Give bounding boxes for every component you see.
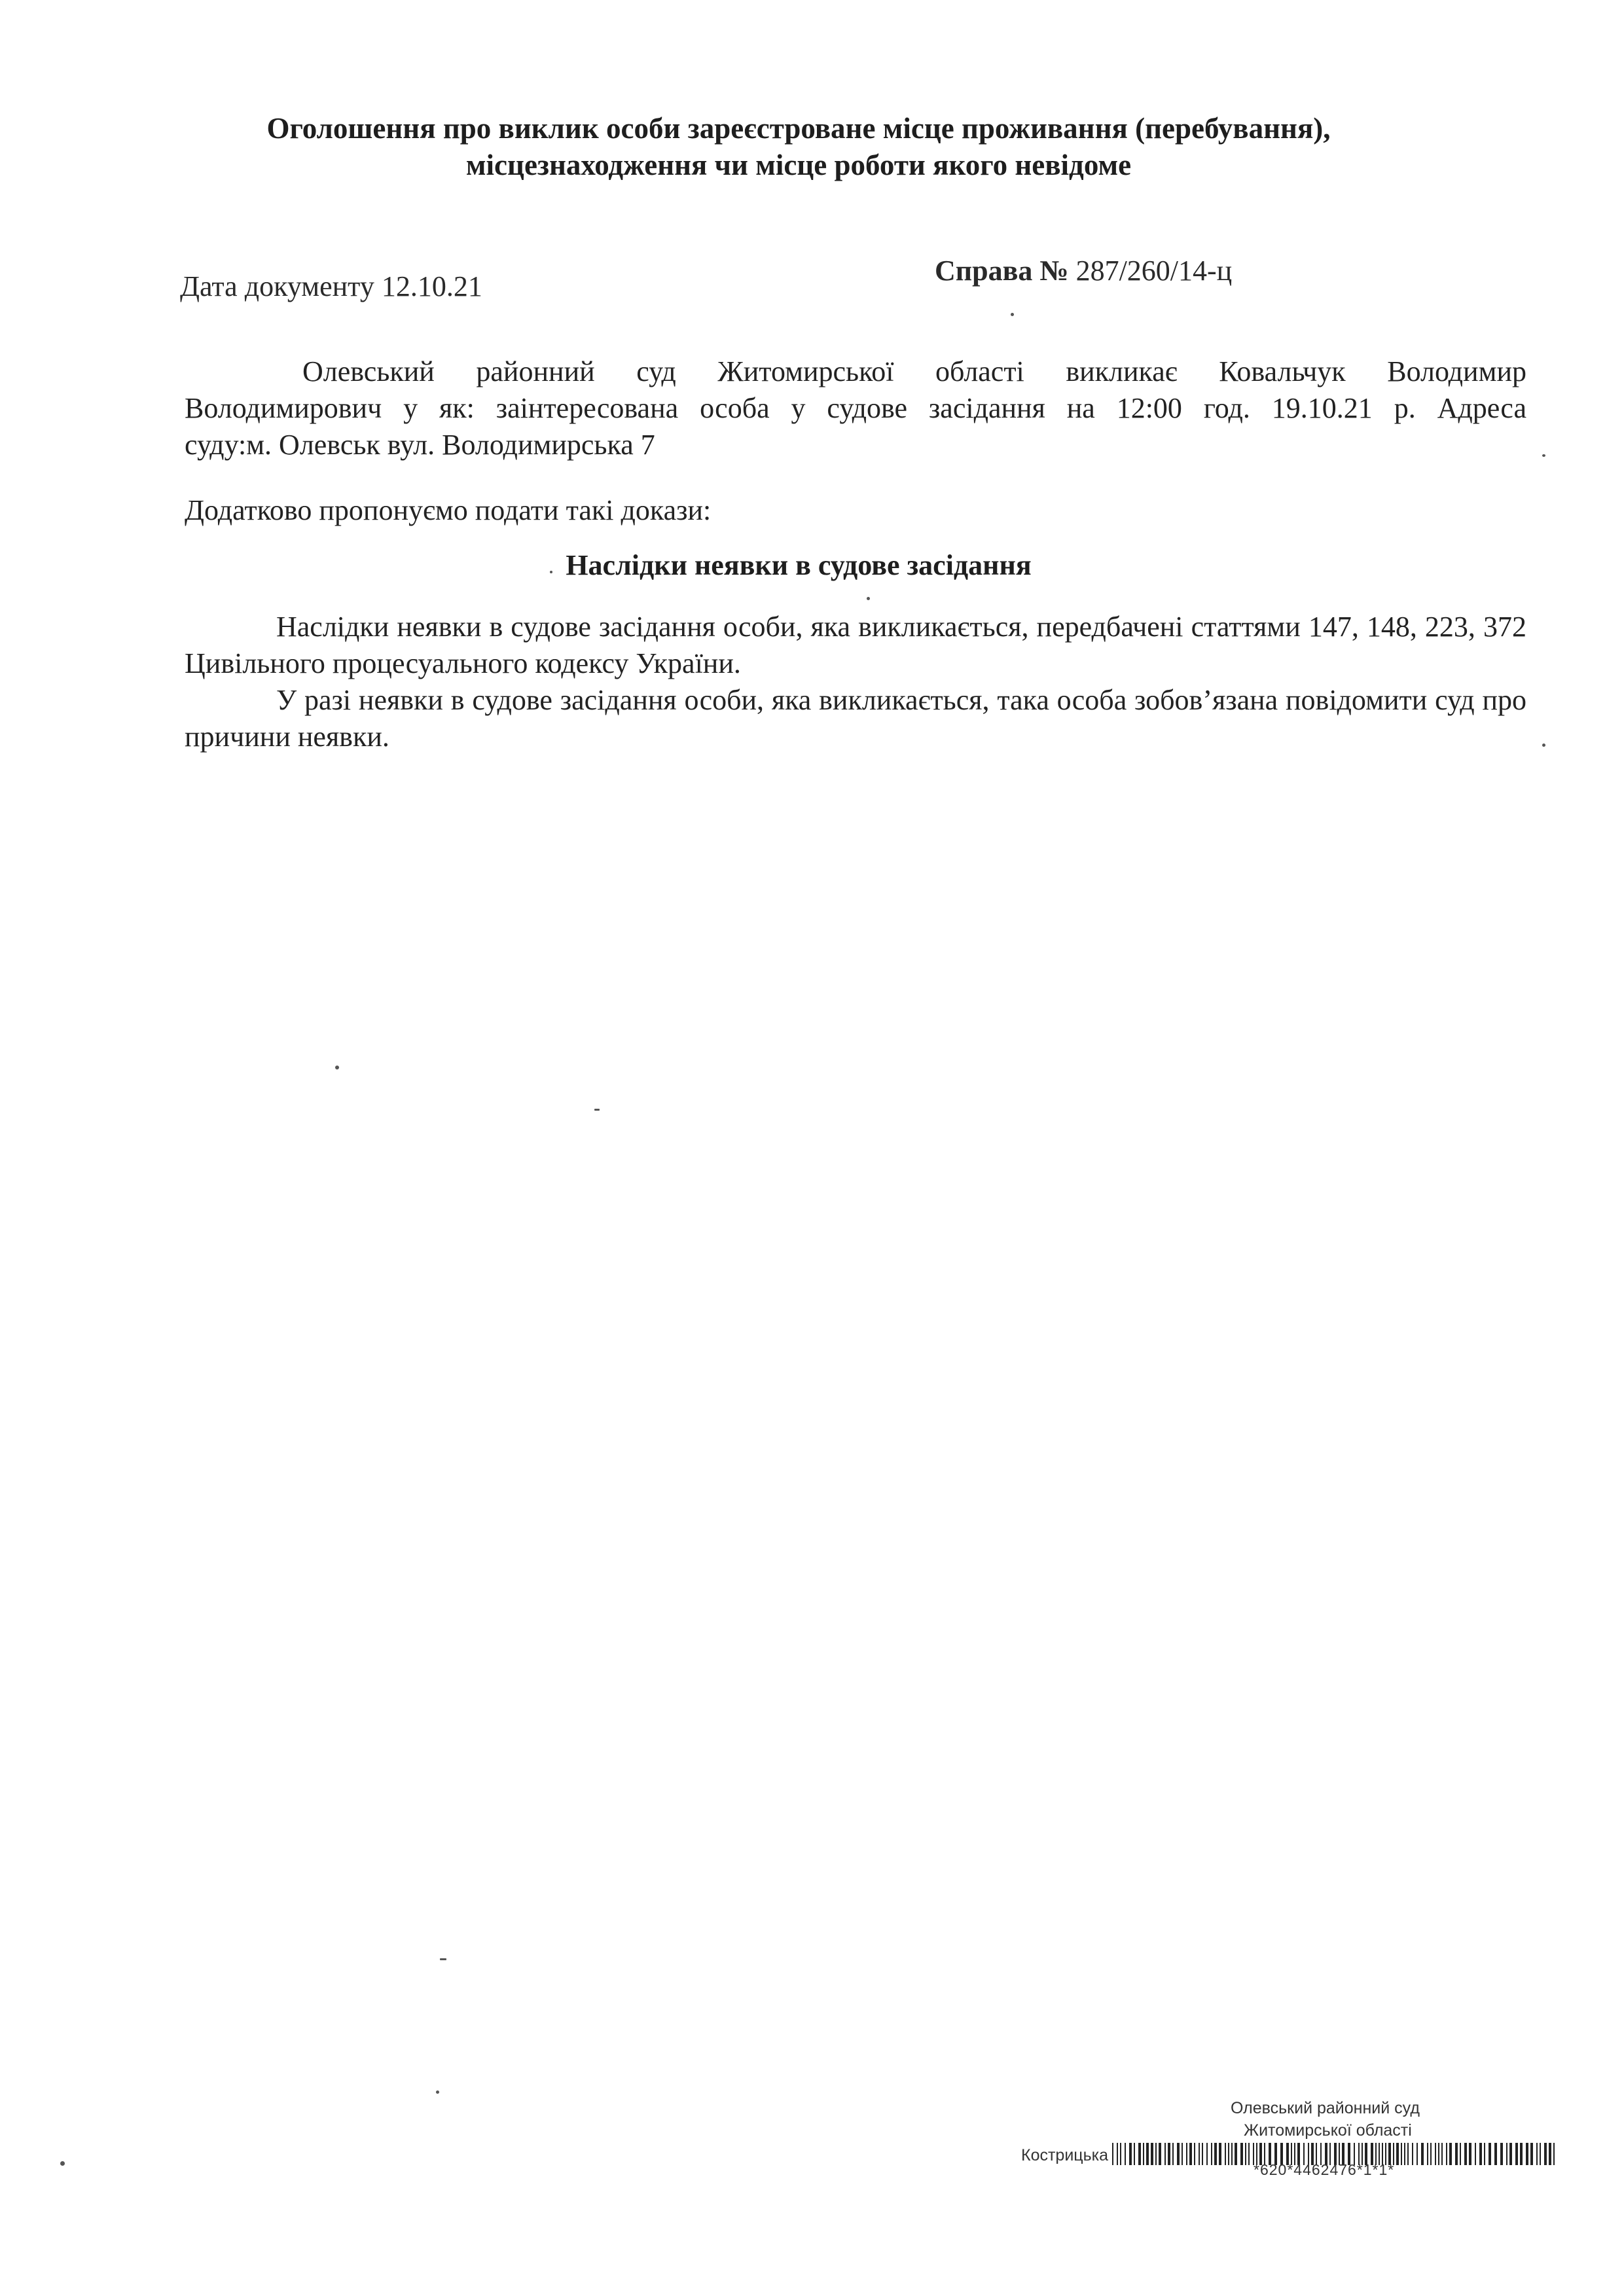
barcode-bar xyxy=(1430,2143,1432,2165)
barcode-bar xyxy=(1500,2143,1503,2165)
notice-title-line-2: місцезнаходження чи місце роботи якого невідоме xyxy=(465,149,1132,181)
scan-speck xyxy=(550,571,552,573)
barcode-bar xyxy=(1421,2143,1424,2165)
barcode-bar xyxy=(1438,2143,1439,2165)
case-number xyxy=(935,254,1232,287)
barcode-bar xyxy=(1146,2143,1149,2165)
barcode-bar xyxy=(1214,2143,1217,2165)
barcode-bar xyxy=(1117,2143,1118,2165)
barcode-bar xyxy=(1182,2143,1183,2165)
barcode-bar xyxy=(1396,2143,1399,2165)
barcode-bar xyxy=(1464,2143,1467,2165)
consequences-heading: Наслідки неявки в судове засідання xyxy=(566,549,1032,581)
barcode-bar xyxy=(1138,2143,1141,2165)
barcode-bar xyxy=(1460,2143,1461,2165)
barcode-bar xyxy=(1211,2143,1212,2165)
barcode-bar xyxy=(1536,2143,1538,2165)
evidence-line: Додатково пропонуємо подати такі докази: xyxy=(185,494,712,526)
consequences-section xyxy=(185,609,1526,755)
barcode-bar xyxy=(1240,2143,1243,2165)
scan-speck xyxy=(1542,454,1545,457)
barcode-bar xyxy=(1202,2143,1203,2165)
barcode-bar xyxy=(1449,2143,1452,2165)
scan-speck xyxy=(436,2090,439,2094)
barcode-bar xyxy=(1164,2143,1166,2165)
barcode-bar xyxy=(1143,2143,1144,2165)
barcode-bar xyxy=(1526,2143,1528,2165)
barcode-bar xyxy=(1151,2143,1153,2165)
barcode-bar xyxy=(1401,2143,1402,2165)
barcode-bar xyxy=(1404,2143,1405,2165)
barcode-bar xyxy=(1407,2143,1409,2165)
barcode-bar xyxy=(1172,2143,1174,2165)
barcode-bar xyxy=(1540,2143,1541,2165)
barcode-bar xyxy=(1553,2143,1555,2165)
scan-speck xyxy=(1542,744,1545,747)
document-date-value: 12.10.21 xyxy=(381,270,482,302)
barcode-bar xyxy=(1231,2143,1233,2165)
stamp-region: Житомирської області xyxy=(1244,2121,1412,2140)
clerk-name: Кострицька xyxy=(1021,2146,1109,2164)
barcode-bar xyxy=(1194,2143,1195,2165)
summons-paragraph xyxy=(185,353,1526,463)
barcode-bar xyxy=(1509,2143,1512,2165)
barcode-bar xyxy=(1412,2143,1413,2165)
barcode-bar xyxy=(1446,2143,1447,2165)
barcode-bar xyxy=(1475,2143,1476,2165)
barcode-bar xyxy=(1125,2143,1126,2165)
consequences-paragraph-1: Наслідки неявки в судове засідання особи, яка викликається, передбачені статтями 147, 148, 223, 372 Цивільного процесуального кодексу України. xyxy=(185,611,1526,679)
scan-speck xyxy=(440,1958,446,1960)
barcode-bar xyxy=(1489,2143,1491,2165)
barcode-bar xyxy=(1189,2143,1192,2165)
barcode-bar xyxy=(1206,2143,1208,2165)
case-number-label: Справа № xyxy=(935,255,1069,287)
barcode-bar xyxy=(1129,2143,1132,2165)
barcode-bar xyxy=(1228,2143,1229,2165)
barcode-bar xyxy=(1186,2143,1187,2165)
document-date-label: Дата документу xyxy=(180,270,374,302)
barcode-bar xyxy=(1530,2143,1533,2165)
summons-line-1 xyxy=(185,353,1526,390)
barcode-bar xyxy=(1515,2143,1518,2165)
scan-speck xyxy=(594,1109,600,1111)
barcode-bar xyxy=(1134,2143,1135,2165)
barcode-bar xyxy=(1219,2143,1221,2165)
scan-speck xyxy=(1011,313,1014,316)
barcode-bar xyxy=(1484,2143,1485,2165)
barcode-bar xyxy=(1248,2143,1250,2165)
scan-speck xyxy=(335,1066,339,1069)
barcode-bar xyxy=(1479,2143,1482,2165)
barcode-bar xyxy=(1245,2143,1246,2165)
barcode-bar xyxy=(1441,2143,1443,2165)
case-number-value: 287/260/14-ц xyxy=(1075,255,1233,287)
barcode-bar xyxy=(1199,2143,1200,2165)
barcode-number: *620*4462476*1*1* xyxy=(1254,2161,1395,2178)
barcode-bar xyxy=(1455,2143,1458,2165)
summons-line-1-text: Олевський районний суд Житомирської області викликає Ковальчук Володимир xyxy=(302,355,1526,387)
barcode-bar xyxy=(1168,2143,1170,2165)
scan-speck xyxy=(867,597,870,600)
barcode-bar xyxy=(1416,2143,1418,2165)
document-date xyxy=(180,270,482,303)
stamp-court-name: Олевський районний суд xyxy=(1231,2099,1420,2117)
notice-title-line-1: Оголошення про виклик особи зареєстроване місце проживання (перебування), xyxy=(266,112,1331,145)
barcode-bar xyxy=(1235,2143,1237,2165)
barcode-bar xyxy=(1177,2143,1180,2165)
summons-line-2: Володимирович у як: заінтересована особа у судове засідання на 12:00 год. 19.10.21 р. Адреса xyxy=(185,392,1526,424)
barcode-bar xyxy=(1427,2143,1428,2165)
barcode-bar xyxy=(1435,2143,1436,2165)
consequences-paragraph-2: У разі неявки в судове засідання особи, яка викликається, така особа зобов’язана повідомити суд про причини неявки. xyxy=(185,684,1526,753)
barcode-bar xyxy=(1225,2143,1226,2165)
barcode-bar xyxy=(1112,2143,1113,2165)
barcode-bar xyxy=(1159,2143,1161,2165)
barcode-bar xyxy=(1120,2143,1121,2165)
summons-line-3: суду:м. Олевськ вул. Володимирська 7 xyxy=(185,429,655,461)
barcode-bar xyxy=(1506,2143,1507,2165)
barcode-bar xyxy=(1520,2143,1523,2165)
barcode-bar xyxy=(1469,2143,1471,2165)
barcode-bar xyxy=(1155,2143,1157,2165)
barcode-bar xyxy=(1549,2143,1551,2165)
barcode-bar xyxy=(1544,2143,1547,2165)
barcode-bar xyxy=(1494,2143,1497,2165)
scan-speck xyxy=(60,2161,65,2166)
